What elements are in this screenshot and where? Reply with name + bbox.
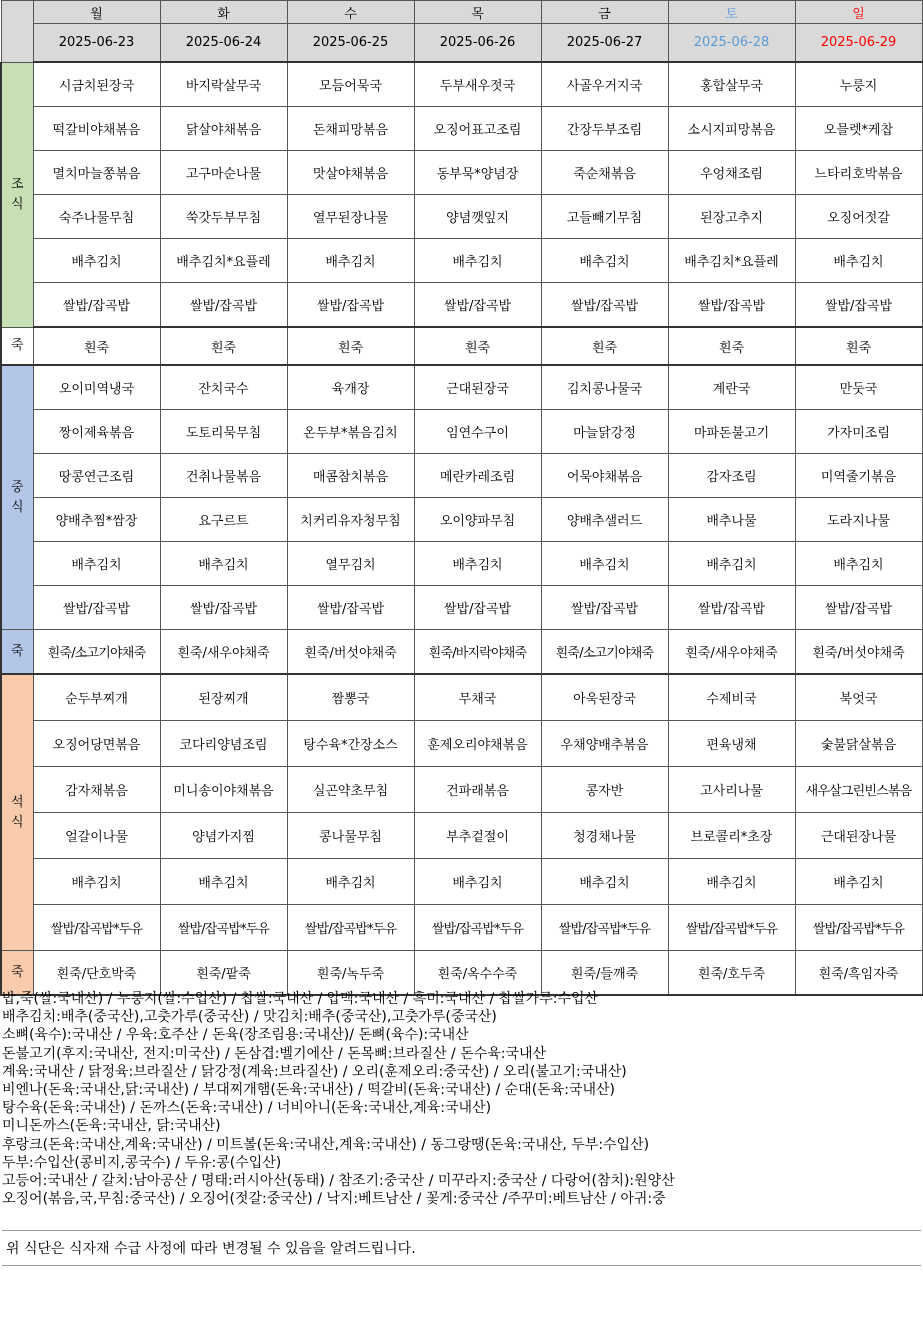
table-row — [1, 813, 922, 859]
menu-cell: 잔치국수 — [160, 365, 287, 410]
menu-cell: 양배추샐러드 — [541, 498, 668, 542]
menu-cell: 근대된장국 — [414, 365, 541, 410]
menu-cell: 고들빼기무침 — [541, 195, 668, 239]
menu-cell: 얼갈이나물 — [33, 813, 160, 859]
origin-notes — [2, 990, 921, 1208]
table-row — [1, 859, 922, 905]
menu-cell: 배추김치*요플레 — [668, 239, 795, 283]
table-row — [1, 454, 922, 498]
menu-cell: 순두부찌개 — [33, 674, 160, 721]
menu-cell: 쌀밥/잡곡밥 — [160, 586, 287, 630]
menu-cell: 배추김치 — [414, 859, 541, 905]
table-row — [1, 905, 922, 951]
menu-cell: 맛살야채볶음 — [287, 151, 414, 195]
table-row — [1, 195, 922, 239]
table-row — [1, 498, 922, 542]
day-fri: 금 — [541, 1, 668, 24]
menu-cell: 배추김치 — [795, 542, 922, 586]
menu-cell: 사골우거지국 — [541, 62, 668, 107]
menu-cell: 탕수육*간장소스 — [287, 721, 414, 767]
menu-cell: 쌀밥/잡곡밥 — [668, 283, 795, 328]
menu-cell: 흰죽/들깨죽 — [541, 951, 668, 996]
table-row — [1, 151, 922, 195]
menu-cell: 배추김치 — [668, 542, 795, 586]
origin-note: 고등어:국내산 / 갈치:남아공산 / 명태:러시아산(동태) / 참조기:중국산 / 미꾸라지:중국산 / 다랑어(참치):원양산 — [2, 1173, 675, 1190]
menu-cell: 배추나물 — [668, 498, 795, 542]
menu-cell: 쌀밥/잡곡밥 — [33, 586, 160, 630]
menu-cell: 배추김치 — [795, 239, 922, 283]
table-row — [1, 951, 922, 996]
menu-cell: 마파돈불고기 — [668, 410, 795, 454]
meal-label-text: 조식 — [10, 176, 24, 212]
menu-cell: 쌀밥/잡곡밥 — [795, 283, 922, 328]
menu-cell: 김치콩나물국 — [541, 365, 668, 410]
menu-cell: 실곤약초무침 — [287, 767, 414, 813]
menu-cell: 편육냉채 — [668, 721, 795, 767]
table-row — [1, 721, 922, 767]
menu-cell: 아욱된장국 — [541, 674, 668, 721]
menu-cell: 흰죽 — [541, 327, 668, 365]
menu-cell: 새우살그린빈스볶음 — [795, 767, 922, 813]
meal-label-text: 중식 — [10, 479, 24, 515]
menu-cell: 매콤참치볶음 — [287, 454, 414, 498]
menu-cell: 육개장 — [287, 365, 414, 410]
menu-cell: 숯불닭살볶음 — [795, 721, 922, 767]
menu-cell: 근대된장나물 — [795, 813, 922, 859]
menu-cell: 양념가지찜 — [160, 813, 287, 859]
date-fri: 2025-06-27 — [541, 24, 668, 63]
table-row — [1, 327, 922, 365]
menu-cell: 쌀밥/잡곡밥*두유 — [795, 905, 922, 951]
origin-note: 두부:수입산(콩비지,콩국수) / 두유:콩(수입산) — [2, 1154, 282, 1171]
table-row — [1, 239, 922, 283]
table-row — [1, 62, 922, 107]
menu-cell: 닭살야채볶음 — [160, 107, 287, 151]
menu-cell: 만둣국 — [795, 365, 922, 410]
menu-cell: 배추김치 — [160, 859, 287, 905]
menu-cell: 바지락살무국 — [160, 62, 287, 107]
menu-cell: 오징어표고조림 — [414, 107, 541, 151]
menu-cell: 숙주나물무침 — [33, 195, 160, 239]
day-name-row — [1, 1, 922, 24]
table-row — [1, 107, 922, 151]
menu-cell: 메란카레조림 — [414, 454, 541, 498]
table-row — [1, 365, 922, 410]
menu-cell: 미역줄기볶음 — [795, 454, 922, 498]
menu-cell: 온두부*볶음김치 — [287, 410, 414, 454]
menu-cell: 소시지피망볶음 — [668, 107, 795, 151]
menu-cell: 오이양파무침 — [414, 498, 541, 542]
date-wed: 2025-06-25 — [287, 24, 414, 63]
menu-cell: 쌀밥/잡곡밥 — [541, 283, 668, 328]
menu-cell: 훈제오리야채볶음 — [414, 721, 541, 767]
table-row — [1, 586, 922, 630]
menu-cell: 멸치마늘쫑볶음 — [33, 151, 160, 195]
menu-cell: 모듬어묵국 — [287, 62, 414, 107]
menu-cell: 감자채볶음 — [33, 767, 160, 813]
menu-cell: 임연수구이 — [414, 410, 541, 454]
origin-note: 돈불고기(후지:국내산, 전지:미국산) / 돈삼겹:벨기에산 / 돈목뼈:브라질산 / 돈수육:국내산 — [2, 1045, 547, 1062]
menu-cell: 오징어당면볶음 — [33, 721, 160, 767]
menu-cell: 감자조림 — [668, 454, 795, 498]
menu-cell: 홍합살무국 — [668, 62, 795, 107]
meal-label-text: 죽 — [10, 337, 24, 353]
menu-cell: 흰죽/버섯야채죽 — [795, 630, 922, 675]
menu-cell: 흰죽 — [414, 327, 541, 365]
menu-cell: 짬뽕국 — [287, 674, 414, 721]
menu-cell: 북엇국 — [795, 674, 922, 721]
menu-cell: 양념깻잎지 — [414, 195, 541, 239]
menu-cell: 우엉채조림 — [668, 151, 795, 195]
menu-cell: 간장두부조림 — [541, 107, 668, 151]
menu-cell: 배추김치 — [541, 859, 668, 905]
table-row — [1, 410, 922, 454]
menu-cell: 건취나물볶음 — [160, 454, 287, 498]
menu-cell: 흰죽 — [287, 327, 414, 365]
menu-cell: 된장찌개 — [160, 674, 287, 721]
table-row — [1, 767, 922, 813]
day-thu: 목 — [414, 1, 541, 24]
menu-cell: 흰죽/옥수수죽 — [414, 951, 541, 996]
menu-cell: 가자미조림 — [795, 410, 922, 454]
menu-cell: 짱이제육볶음 — [33, 410, 160, 454]
menu-cell: 쌀밥/잡곡밥*두유 — [668, 905, 795, 951]
menu-cell: 마늘닭강정 — [541, 410, 668, 454]
menu-cell: 쌀밥/잡곡밥*두유 — [414, 905, 541, 951]
menu-cell: 무채국 — [414, 674, 541, 721]
origin-note: 미니돈까스(돈육:국내산, 닭:국내산) — [2, 1118, 221, 1135]
date-sun: 2025-06-29 — [795, 24, 922, 63]
menu-cell: 누룽지 — [795, 62, 922, 107]
menu-cell: 오징어젓갈 — [795, 195, 922, 239]
header-corner — [1, 1, 33, 63]
menu-cell: 쌀밥/잡곡밥 — [414, 586, 541, 630]
menu-cell: 느타리호박볶음 — [795, 151, 922, 195]
menu-cell: 고구마순나물 — [160, 151, 287, 195]
menu-cell: 쌀밥/잡곡밥*두유 — [160, 905, 287, 951]
day-mon: 월 — [33, 1, 160, 24]
menu-cell: 두부새우젓국 — [414, 62, 541, 107]
menu-cell: 브로콜리*초장 — [668, 813, 795, 859]
origin-note: 배추김치:배추(중국산),고춧가루(중국산) / 맛김치:배추(중국산),고춧가루(중국산) — [2, 1009, 497, 1026]
menu-cell: 쑥갓두부무침 — [160, 195, 287, 239]
menu-cell: 청경채나물 — [541, 813, 668, 859]
table-row — [1, 542, 922, 586]
menu-cell: 흰죽/소고기야채죽 — [541, 630, 668, 675]
menu-cell: 흰죽 — [160, 327, 287, 365]
menu-cell: 흰죽/흑임자죽 — [795, 951, 922, 996]
menu-cell: 쌀밥/잡곡밥 — [160, 283, 287, 328]
menu-cell: 쌀밥/잡곡밥 — [287, 283, 414, 328]
menu-cell: 계란국 — [668, 365, 795, 410]
menu-cell: 떡갈비야채볶음 — [33, 107, 160, 151]
day-sat: 토 — [668, 1, 795, 24]
origin-note: 소뼈(육수):국내산 / 우육:호주산 / 돈육(장조림용:국내산)/ 돈뼈(육수):국내산 — [2, 1027, 469, 1044]
menu-cell: 쌀밥/잡곡밥 — [414, 283, 541, 328]
date-row — [1, 24, 922, 63]
day-wed: 수 — [287, 1, 414, 24]
origin-note: 밥,죽(쌀:국내산) / 누룽지(쌀:수입산) / 찹쌀:국내산 / 압맥:국내산 / 흑미:국내산 / 찹쌀가루:수입산 — [2, 991, 599, 1007]
menu-cell: 흰죽/버섯야채죽 — [287, 630, 414, 675]
menu-cell: 오이미역냉국 — [33, 365, 160, 410]
table-row — [1, 283, 922, 328]
menu-cell: 흰죽 — [668, 327, 795, 365]
menu-cell: 동부묵*양념장 — [414, 151, 541, 195]
menu-cell: 요구르트 — [160, 498, 287, 542]
footer-notice: 위 식단은 식자재 수급 사정에 따라 변경될 수 있음을 알려드립니다. — [2, 1230, 921, 1266]
menu-cell: 배추김치 — [33, 239, 160, 283]
menu-cell: 배추김치 — [287, 859, 414, 905]
menu-cell: 열무김치 — [287, 542, 414, 586]
table-row — [1, 674, 922, 721]
menu-cell: 콩자반 — [541, 767, 668, 813]
menu-cell: 배추김치 — [160, 542, 287, 586]
meal-section-label — [1, 630, 33, 675]
date-thu: 2025-06-26 — [414, 24, 541, 63]
origin-note: 오징어(볶음,국,무침:중국산) / 오징어(젓갈:중국산) / 낙지:베트남산 / 꽃게:중국산 /주꾸미:베트남산 / 아귀:중 — [2, 1191, 666, 1208]
menu-cell: 흰죽/팥죽 — [160, 951, 287, 996]
menu-cell: 우채양배추볶음 — [541, 721, 668, 767]
menu-cell: 쌀밥/잡곡밥*두유 — [541, 905, 668, 951]
menu-cell: 건파래볶음 — [414, 767, 541, 813]
menu-cell: 치커리유자청무침 — [287, 498, 414, 542]
menu-cell: 흰죽/단호박죽 — [33, 951, 160, 996]
meal-section-label — [1, 327, 33, 365]
menu-cell: 흰죽/녹두죽 — [287, 951, 414, 996]
date-tue: 2025-06-24 — [160, 24, 287, 63]
meal-section-label — [1, 951, 33, 996]
menu-cell: 흰죽/새우야채죽 — [668, 630, 795, 675]
menu-cell: 배추김치 — [33, 542, 160, 586]
menu-cell: 쌀밥/잡곡밥*두유 — [287, 905, 414, 951]
menu-cell: 시금치된장국 — [33, 62, 160, 107]
menu-cell: 흰죽 — [33, 327, 160, 365]
menu-cell: 돈채피망볶음 — [287, 107, 414, 151]
table-row — [1, 630, 922, 675]
menu-cell: 고사리나물 — [668, 767, 795, 813]
menu-cell: 오믈렛*케찹 — [795, 107, 922, 151]
menu-cell: 양배추찜*쌈장 — [33, 498, 160, 542]
menu-cell: 배추김치 — [541, 542, 668, 586]
menu-cell: 땅콩연근조림 — [33, 454, 160, 498]
menu-cell: 미니송이야채볶음 — [160, 767, 287, 813]
menu-cell: 쌀밥/잡곡밥 — [668, 586, 795, 630]
menu-cell: 쌀밥/잡곡밥 — [795, 586, 922, 630]
date-sat: 2025-06-28 — [668, 24, 795, 63]
menu-cell: 배추김치 — [287, 239, 414, 283]
origin-note: 비엔나(돈육:국내산,닭:국내산) / 부대찌개햄(돈육:국내산) / 떡갈비(돈육:국내산) / 순대(돈육:국내산) — [2, 1082, 615, 1099]
meal-section-label — [1, 365, 33, 630]
menu-cell: 흰죽/새우야채죽 — [160, 630, 287, 675]
menu-cell: 배추김치 — [414, 542, 541, 586]
meal-label-text: 죽 — [10, 964, 24, 980]
menu-cell: 된장고추지 — [668, 195, 795, 239]
menu-cell: 배추김치*요플레 — [160, 239, 287, 283]
origin-note: 탕수육(돈육:국내산) / 돈까스(돈육:국내산) / 너비아니(돈육:국내산,계육:국내산) — [2, 1100, 492, 1117]
menu-cell: 어묵야채볶음 — [541, 454, 668, 498]
menu-cell: 흰죽/소고기야채죽 — [33, 630, 160, 675]
origin-note: 계육:국내산 / 닭정육:브라질산 / 닭강정(계육:브라질산) / 오리(훈제오리:중국산) / 오리(불고기:국내산) — [2, 1063, 627, 1080]
origin-note: 후랑크(돈육:국내산,계육:국내산) / 미트볼(돈육:국내산,계육:국내산) / 동그랑땡(돈육:국내산, 두부:수입산) — [2, 1136, 650, 1153]
menu-cell: 배추김치 — [668, 859, 795, 905]
menu-cell: 콩나물무침 — [287, 813, 414, 859]
day-sun: 일 — [795, 1, 922, 24]
menu-cell: 배추김치 — [414, 239, 541, 283]
menu-cell: 열무된장나물 — [287, 195, 414, 239]
menu-cell: 부추겉절이 — [414, 813, 541, 859]
menu-cell: 배추김치 — [541, 239, 668, 283]
menu-cell: 죽순채볶음 — [541, 151, 668, 195]
menu-cell: 코다리양념조림 — [160, 721, 287, 767]
menu-cell: 흰죽/바지락야채죽 — [414, 630, 541, 675]
meal-label-text: 죽 — [10, 643, 24, 659]
menu-cell: 수제비국 — [668, 674, 795, 721]
menu-cell: 쌀밥/잡곡밥 — [287, 586, 414, 630]
menu-cell: 쌀밥/잡곡밥 — [541, 586, 668, 630]
meal-label-text: 석식 — [10, 794, 24, 830]
day-tue: 화 — [160, 1, 287, 24]
meal-section-label — [1, 674, 33, 951]
menu-cell: 도토리묵무침 — [160, 410, 287, 454]
meal-section-label — [1, 62, 33, 327]
menu-cell: 쌀밥/잡곡밥*두유 — [33, 905, 160, 951]
menu-cell: 흰죽/호두죽 — [668, 951, 795, 996]
menu-cell: 흰죽 — [795, 327, 922, 365]
menu-cell: 도라지나물 — [795, 498, 922, 542]
menu-cell: 쌀밥/잡곡밥 — [33, 283, 160, 328]
menu-cell: 배추김치 — [33, 859, 160, 905]
menu-cell: 배추김치 — [795, 859, 922, 905]
date-mon: 2025-06-23 — [33, 24, 160, 63]
